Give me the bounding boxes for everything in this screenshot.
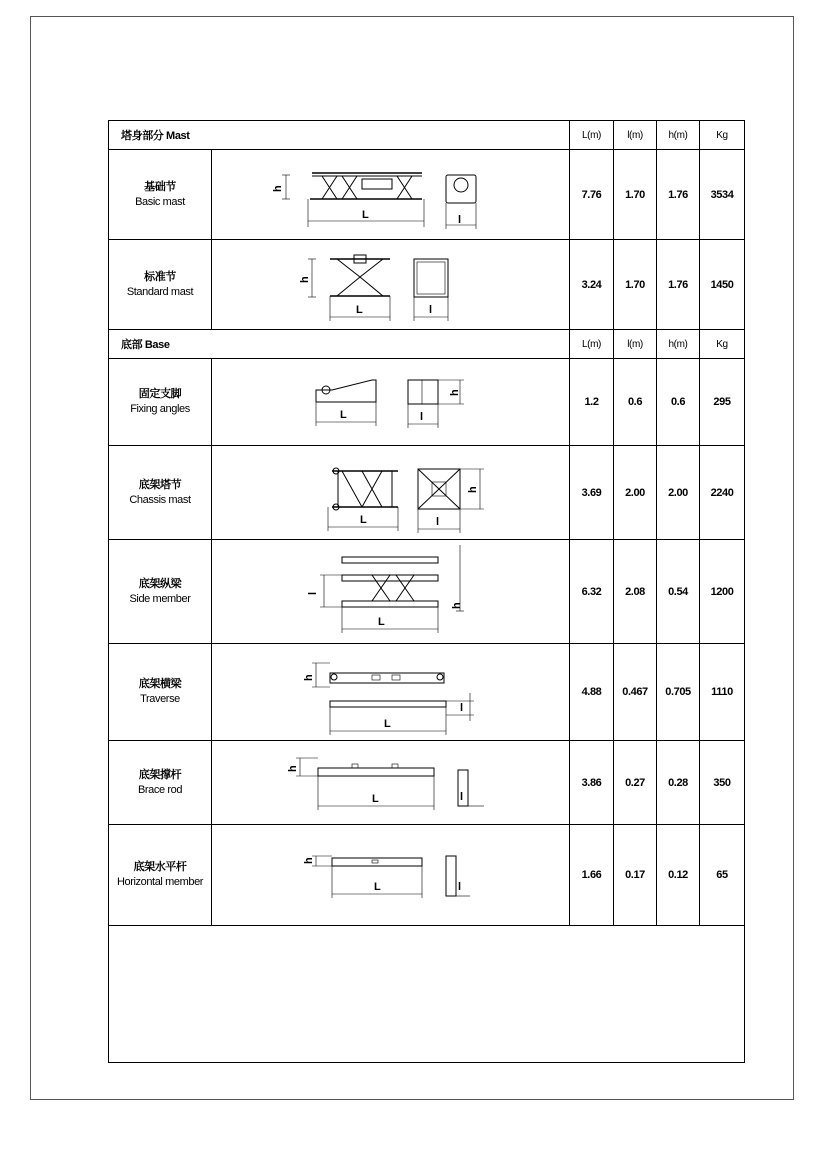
value-l: 1.70 <box>614 150 657 240</box>
section-header-base <box>109 330 745 359</box>
column-header-h: h(m) <box>657 121 700 150</box>
value-L: 1.2 <box>570 359 614 446</box>
value-L: 6.32 <box>570 540 614 644</box>
column-header-kg: Kg <box>700 330 745 359</box>
value-kg: 3534 <box>700 150 745 240</box>
side-member-drawing <box>212 540 570 644</box>
component-name-zh: 底架塔节 <box>138 478 182 491</box>
svg-text:l: l <box>429 303 432 316</box>
value-kg: 295 <box>700 359 745 446</box>
section-title: 底部 Base <box>109 330 570 359</box>
dim-label-l: l <box>458 213 461 226</box>
value-L: 3.69 <box>570 446 614 540</box>
svg-text:h: h <box>449 389 461 396</box>
table-row <box>109 540 745 644</box>
svg-text:L: L <box>356 303 363 316</box>
svg-text:l: l <box>420 410 423 423</box>
component-name <box>109 359 212 446</box>
table-row <box>109 741 745 825</box>
value-h: 2.00 <box>657 446 700 540</box>
table-row <box>109 240 745 330</box>
column-header-L: L(m) <box>570 330 614 359</box>
value-l: 0.6 <box>614 359 657 446</box>
value-kg: 350 <box>700 741 745 825</box>
chassis-mast-drawing <box>212 446 570 540</box>
table-row <box>109 359 745 446</box>
value-L: 4.88 <box>570 644 614 741</box>
table-row <box>109 446 745 540</box>
value-h: 0.12 <box>657 825 700 926</box>
svg-text:l: l <box>460 790 463 803</box>
svg-text:L: L <box>340 408 347 421</box>
svg-text:l: l <box>458 880 461 893</box>
value-l: 1.70 <box>614 240 657 330</box>
value-L: 3.86 <box>570 741 614 825</box>
component-name <box>109 446 212 540</box>
value-h: 1.76 <box>657 240 700 330</box>
component-name <box>109 741 212 825</box>
component-name-en: Fixing angles <box>130 403 190 415</box>
table-row <box>109 644 745 741</box>
component-name <box>109 644 212 741</box>
value-kg: 65 <box>700 825 745 926</box>
value-l: 2.00 <box>614 446 657 540</box>
component-name-zh: 底架纵梁 <box>138 577 182 590</box>
component-name-zh: 标准节 <box>144 270 176 283</box>
column-header-L: L(m) <box>570 121 614 150</box>
component-name-en: Horizontal member <box>116 876 204 888</box>
component-name <box>109 240 212 330</box>
value-kg: 1200 <box>700 540 745 644</box>
column-header-kg: Kg <box>700 121 745 150</box>
table-row <box>109 825 745 926</box>
svg-text:h: h <box>467 486 479 493</box>
component-name <box>109 825 212 926</box>
value-kg: 1110 <box>700 644 745 741</box>
table-row <box>109 150 745 240</box>
brace-rod-drawing <box>212 741 570 825</box>
traverse-drawing <box>212 644 570 741</box>
value-L: 3.24 <box>570 240 614 330</box>
component-name <box>109 540 212 644</box>
value-kg: 2240 <box>700 446 745 540</box>
component-name-en: Brace rod <box>137 783 183 796</box>
svg-text:l: l <box>460 701 463 714</box>
value-h: 0.28 <box>657 741 700 825</box>
section-header-mast <box>109 121 745 150</box>
value-h: 0.705 <box>657 644 700 741</box>
component-name <box>109 150 212 240</box>
svg-text:l: l <box>436 515 439 528</box>
component-name-zh: 底架横梁 <box>138 678 182 690</box>
value-L: 1.66 <box>570 825 614 926</box>
component-name-en: Basic mast <box>135 195 185 208</box>
svg-text:L: L <box>372 792 379 805</box>
value-h: 0.54 <box>657 540 700 644</box>
column-header-h: h(m) <box>657 330 700 359</box>
dim-label-L: L <box>362 208 369 221</box>
empty-notes-row <box>109 926 745 1063</box>
svg-text:L: L <box>378 615 385 628</box>
component-name-zh: 底架撑杆 <box>138 768 182 781</box>
value-h: 0.6 <box>657 359 700 446</box>
component-name-en: Side member <box>129 592 191 605</box>
svg-text:h: h <box>299 276 311 283</box>
value-l: 2.08 <box>614 540 657 644</box>
svg-text:h: h <box>303 674 315 681</box>
horizontal-member-drawing <box>212 825 570 926</box>
svg-text:h: h <box>287 765 299 772</box>
component-name-en: Traverse <box>140 693 180 705</box>
svg-text:h: h <box>303 857 315 864</box>
column-header-l: l(m) <box>614 330 657 359</box>
dim-label-h: h <box>272 185 284 192</box>
component-name-zh: 固定支脚 <box>138 388 182 400</box>
fixing-angles-drawing <box>212 359 570 446</box>
component-spec-table <box>108 120 745 1063</box>
section-title: 塔身部分 Mast <box>109 121 570 150</box>
svg-text:l: l <box>307 591 319 595</box>
basic-mast-drawing <box>212 150 570 240</box>
empty-notes-cell <box>109 926 745 1063</box>
column-header-l: l(m) <box>614 121 657 150</box>
value-h: 1.76 <box>657 150 700 240</box>
component-name-zh: 底架水平杆 <box>133 861 187 873</box>
value-kg: 1450 <box>700 240 745 330</box>
standard-mast-drawing <box>212 240 570 330</box>
svg-text:h: h <box>451 602 463 609</box>
value-l: 0.467 <box>614 644 657 741</box>
value-l: 0.17 <box>614 825 657 926</box>
component-name-en: Standard mast <box>126 285 194 298</box>
svg-text:L: L <box>360 513 367 526</box>
value-l: 0.27 <box>614 741 657 825</box>
component-name-en: Chassis mast <box>129 493 191 506</box>
svg-text:L: L <box>384 717 391 730</box>
svg-text:L: L <box>374 880 381 893</box>
component-name-zh: 基础节 <box>144 180 176 193</box>
value-L: 7.76 <box>570 150 614 240</box>
